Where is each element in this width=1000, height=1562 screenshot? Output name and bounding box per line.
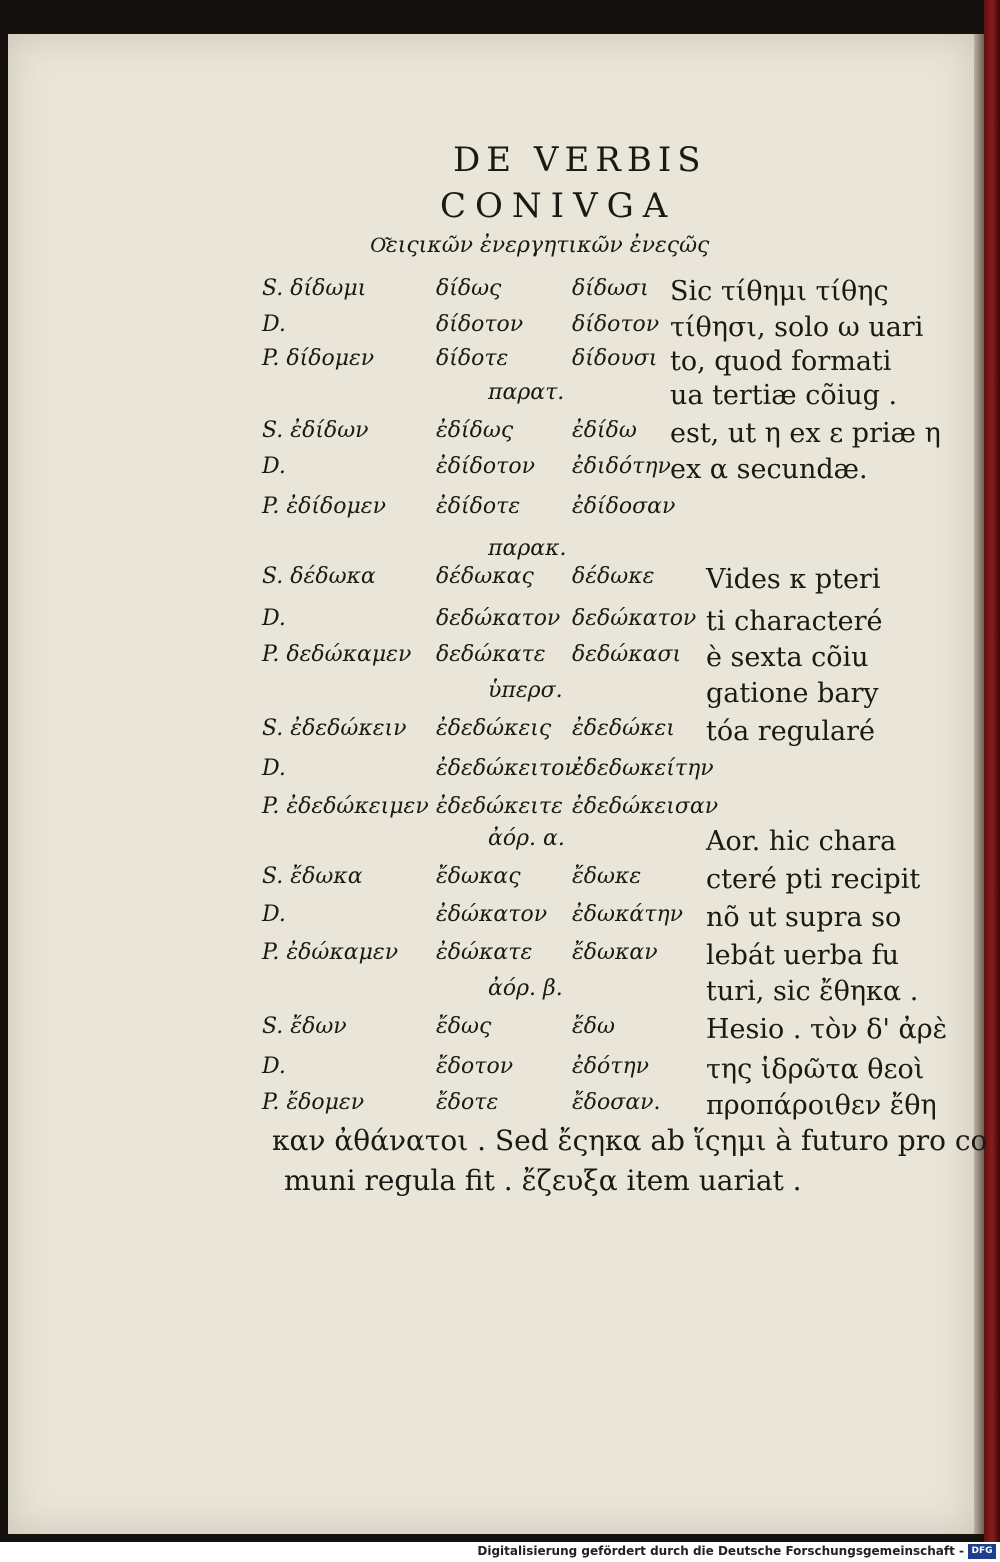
side-note: turi, sic ἔθηκα . [706, 976, 919, 1007]
side-note: Sic τίθημι τίθης [670, 276, 889, 307]
row-form-2nd: δίδως [436, 276, 502, 301]
row-form-1st: D. [262, 1054, 286, 1079]
row-form-3rd: δίδωσι [572, 276, 649, 301]
row-form-1st: S. ἔδων [262, 1014, 347, 1039]
row-form-1st: S. ἔδωκα [262, 864, 363, 889]
row-form-1st: D. [262, 606, 286, 631]
row-form-2nd: ἐδεδώκειτον [436, 756, 578, 781]
side-note: ex α secundæ. [670, 454, 868, 485]
row-form-2nd: ἐδεδώκειτε [436, 794, 563, 819]
row-form-3rd: ἔδοσαν. [572, 1090, 661, 1115]
row-form-1st: D. [262, 902, 286, 927]
side-note: Hesio . τὸν δ' ἀρὲ [706, 1014, 948, 1045]
row-form-3rd: ἐδίδω [572, 418, 637, 443]
side-note: ua tertiæ cõiug . [670, 380, 898, 411]
row-form-3rd: δίδουσι [572, 346, 658, 371]
row-form-2nd: δέδωκας [436, 564, 534, 589]
row-form-2nd: ἐδεδώκεις [436, 716, 552, 741]
page-title-line2: CONIVGA [440, 186, 677, 226]
row-form-1st: S. δίδωμι [262, 276, 367, 301]
side-note: Vides κ pteri [706, 564, 881, 595]
row-form-1st: P. ἐδώκαμεν [262, 940, 399, 965]
row-form-1st: P. ἐδίδομεν [262, 494, 386, 519]
row-form-1st: S. ἐδεδώκειν [262, 716, 407, 741]
row-form-2nd: δεδώκατον [436, 606, 561, 631]
greek-heading: Ο͂ειςικῶν ἐνεργητικῶν ἐνεςῶς [370, 233, 710, 258]
page-title-line1: DE VERBIS [453, 140, 707, 180]
row-form-3rd: ἐδιδότην [572, 454, 671, 479]
tense-label: ὑπερσ. [488, 678, 563, 703]
digitization-credit: Digitalisierung gefördert durch die Deutsche Forschungsgemeinschaft - [477, 1544, 964, 1558]
row-form-2nd: ἐδίδοτον [436, 454, 535, 479]
row-form-3rd: δεδώκατον [572, 606, 697, 631]
row-form-3rd: δίδοτον [572, 312, 660, 337]
row-form-3rd: ἔδω [572, 1014, 615, 1039]
side-note: ti characteré [706, 606, 883, 637]
side-note: est, ut η ex ε priæ η [670, 418, 941, 449]
row-form-2nd: δίδοτε [436, 346, 509, 371]
side-note: cteré pti recipit [706, 864, 921, 895]
row-form-2nd: ἐδίδως [436, 418, 514, 443]
row-form-2nd: ἔδοτε [436, 1090, 499, 1115]
footer-bar [0, 1542, 1000, 1562]
side-note: τίθησι, solo ω uari [670, 312, 924, 343]
closing-line-1: καν ἀθάνατοι . Sed ἔςηκα ab ἵςημι à futuro pro co [272, 1124, 988, 1157]
row-form-3rd: ἐδεδωκείτην [572, 756, 714, 781]
row-form-3rd: δέδωκε [572, 564, 655, 589]
row-form-1st: D. [262, 312, 286, 337]
row-form-3rd: ἐδεδώκεισαν [572, 794, 719, 819]
row-form-2nd: ἔδοτον [436, 1054, 514, 1079]
row-form-2nd: ἐδίδοτε [436, 494, 521, 519]
row-form-2nd: ἔδωκας [436, 864, 521, 889]
row-form-3rd: ἐδίδοσαν [572, 494, 676, 519]
dfg-logo: DFG [968, 1544, 996, 1559]
page-edge [974, 34, 984, 1534]
tense-label: παρακ. [488, 536, 567, 561]
side-note: tóa regularé [706, 716, 875, 747]
row-form-2nd: ἐδώκατον [436, 902, 548, 927]
row-form-3rd: ἔδωκαν [572, 940, 658, 965]
row-form-3rd: ἔδωκε [572, 864, 642, 889]
row-form-1st: S. ἐδίδων [262, 418, 369, 443]
row-form-2nd: δεδώκατε [436, 642, 546, 667]
row-form-3rd: ἐδωκάτην [572, 902, 683, 927]
tense-label: παρατ. [488, 380, 565, 405]
row-form-1st: P. ἐδεδώκειμεν [262, 794, 429, 819]
side-note: Aor. hic chara [706, 826, 897, 857]
row-form-2nd: δίδοτον [436, 312, 524, 337]
row-form-2nd: ἔδως [436, 1014, 492, 1039]
side-note: to, quod formati [670, 346, 892, 377]
row-form-2nd: ἐδώκατε [436, 940, 533, 965]
side-note: προπάροιθεν ἔθη [706, 1090, 937, 1121]
row-form-1st: S. δέδωκα [262, 564, 376, 589]
tense-label: ἀόρ. α. [488, 826, 565, 851]
row-form-1st: P. ἔδομεν [262, 1090, 365, 1115]
row-form-3rd: ἐδότην [572, 1054, 650, 1079]
book-page [8, 34, 974, 1534]
row-form-1st: D. [262, 454, 286, 479]
side-note: gatione bary [706, 678, 879, 709]
row-form-3rd: δεδώκασι [572, 642, 682, 667]
row-form-1st: D. [262, 756, 286, 781]
row-form-1st: P. δεδώκαμεν [262, 642, 412, 667]
book-spine [984, 0, 1000, 1542]
side-note: της ἱδρῶτα θεοὶ [706, 1054, 925, 1085]
row-form-1st: P. δίδομεν [262, 346, 375, 371]
side-note: lebát uerba fu [706, 940, 900, 971]
tense-label: ἀόρ. β. [488, 976, 563, 1001]
side-note: nõ ut supra so [706, 902, 902, 933]
closing-line-2: muni regula fit . ἔζευξα item uariat . [284, 1164, 802, 1197]
side-note: è sexta cõiu [706, 642, 869, 673]
row-form-3rd: ἐδεδώκει [572, 716, 675, 741]
